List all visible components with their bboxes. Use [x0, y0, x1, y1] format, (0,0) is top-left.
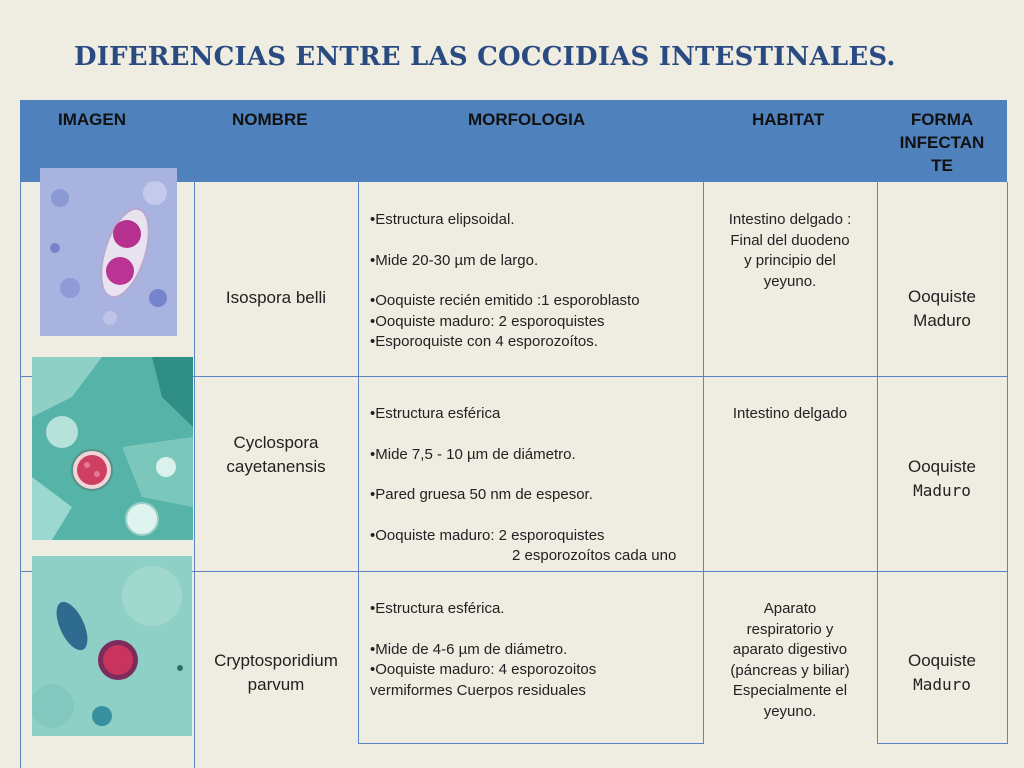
- row-2-habitat: Intestino delgado: [732, 405, 848, 422]
- list-item: vermiformes Cuerpos residuales: [370, 681, 586, 699]
- list-item: •Estructura elipsoidal.: [370, 211, 515, 228]
- grid-line: [20, 182, 21, 768]
- list-item: •Ooquiste maduro: 2 esporoquistes: [370, 312, 605, 330]
- cyclospora-micrograph: [32, 357, 193, 540]
- list-item: •Estructura esférica: [370, 405, 501, 422]
- header-imagen: IMAGEN: [58, 110, 126, 129]
- row-1-habitat: Intestino delgado : Final del duodeno y principio del yeyuno.: [728, 211, 852, 290]
- list-item: •Esporoquiste con 4 esporozoítos.: [370, 333, 598, 350]
- isospora-micrograph: [40, 168, 177, 336]
- list-item: •Ooquiste maduro: 4 esporozoitos: [370, 661, 597, 678]
- row-3-forma: Ooquiste Maduro: [907, 651, 977, 694]
- header-morfologia: MORFOLOGIA: [468, 110, 586, 129]
- cryptosporidium-micrograph: [32, 556, 192, 736]
- grid-line: [1007, 182, 1008, 744]
- list-item: •Estructura esférica.: [370, 600, 505, 617]
- grid-line: [358, 743, 703, 744]
- row-1-forma: Ooquiste Maduro: [907, 287, 977, 330]
- list-item: •Ooquiste maduro: 2 esporoquistes: [370, 526, 605, 544]
- row-3-habitat: Aparato respiratorio y aparato digestivo (páncreas y biliar) Especialmente el yeyuno.: [730, 600, 850, 720]
- row-3-morfologia: [370, 599, 703, 701]
- list-item: •Ooquiste recién emitido :1 esporoblasto: [370, 292, 640, 309]
- list-item: •Mide 7,5 - 10 µm de diámetro.: [370, 445, 576, 463]
- list-item: •Pared gruesa 50 nm de espesor.: [370, 486, 593, 503]
- list-item: •Mide de 4-6 µm de diámetro.: [370, 640, 568, 658]
- row-3-nombre: Cryptosporidium parvum: [214, 651, 338, 694]
- row-2-nombre: Cyclospora cayetanensis: [226, 433, 326, 476]
- row-1-morfologia: [370, 210, 703, 353]
- row-2-forma: Ooquiste Maduro: [907, 457, 977, 500]
- grid-line: [358, 182, 359, 744]
- list-item: •Mide 20-30 µm de largo.: [370, 251, 539, 269]
- page-title: DIFERENCIAS ENTRE LAS COCCIDIAS INTESTINALES.: [74, 42, 896, 72]
- list-item: 2 esporozoítos cada uno: [512, 547, 677, 564]
- header-habitat: HABITAT: [752, 110, 825, 129]
- header-forma-infectante: FORMA INFECTAN TE: [899, 110, 985, 175]
- grid-line: [877, 743, 1008, 744]
- row-2-morfologia: [370, 404, 703, 567]
- header-nombre: NOMBRE: [232, 110, 308, 129]
- row-1-nombre: Isospora belli: [225, 288, 327, 307]
